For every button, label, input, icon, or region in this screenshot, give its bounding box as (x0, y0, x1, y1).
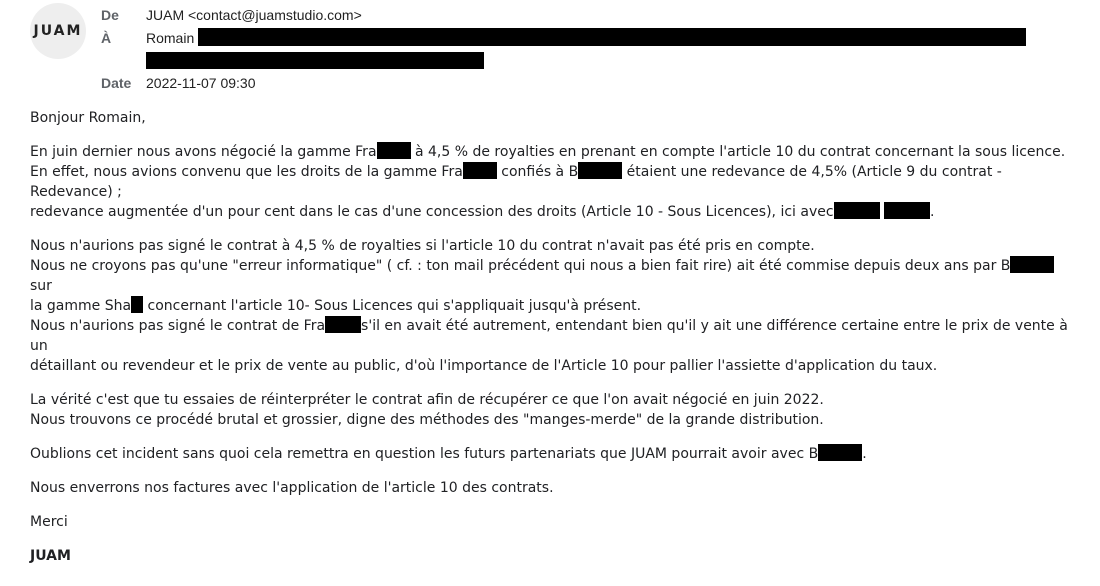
redaction (834, 202, 880, 219)
redaction (131, 296, 143, 313)
paragraph-3: La vérité c'est que tu essaies de réinterpréter le contrat afin de récupérer ce que l'on avait négocié en juin 2022. Nous trouvons ce procédé brutal et grossier, digne des méthodes des "manges-merde" de la grande distribution. (30, 392, 824, 428)
paragraph-5: Nous enverrons nos factures avec l'application de l'article 10 des contrats. (30, 480, 554, 496)
date-value: 2022-11-07 09:30 (146, 75, 256, 91)
paragraph-4: Oublions cet incident sans quoi cela remettra en question les futurs partenariats que JUAM pourrait avoir avec B . (30, 446, 867, 462)
from-value[interactable]: JUAM <contact@juamstudio.com> (146, 7, 362, 23)
email-body (30, 108, 1070, 566)
redaction (463, 162, 497, 179)
redaction (578, 162, 622, 179)
redaction-recipients-line1 (198, 28, 1026, 46)
avatar-text: JUAM (33, 23, 83, 39)
closing: Merci (30, 514, 68, 530)
redaction (377, 142, 411, 159)
sender-avatar (30, 3, 86, 59)
signature: JUAM (30, 548, 71, 564)
redaction-recipients-line2 (146, 52, 484, 69)
to-value[interactable]: Romain (146, 30, 195, 46)
redaction (325, 316, 361, 333)
redaction (884, 202, 930, 219)
redaction (1010, 256, 1054, 273)
to-label: À (101, 30, 112, 46)
paragraph-1: En juin dernier nous avons négocié la gamme Fra à 4,5 % de royalties en prenant en compte l'article 10 du contrat concernant la sous licence. En effet, nous avions convenu que les droits de la gamme Fra confiés à B étaient une redevance de 4,5% (Article 9 du contrat - Redevance) ; redevance augmentée d'un pour cent dans le cas d'une concession des droits (Article 10 - Sous Licences), ici avec . (30, 144, 1066, 220)
redaction (818, 444, 862, 461)
from-label: De (101, 7, 119, 23)
paragraph-2: Nous n'aurions pas signé le contrat à 4,5 % de royalties si l'article 10 du contrat n'avait pas été pris en compte. Nous ne croyons pas qu'une "erreur informatique" ( cf. : ton mail précédent qui nous a bien fait rire) ait été commise depuis deux ans par B sur la gamme Sha concernant l'article 10- Sous Licences qui s'appliquait jusqu'à présent. Nous n'aurions pas signé le contrat de Fra s'il en avait été autrement, entendant bien qu'il y ait une différence certaine entre le prix de vente à un détaillant ou revendeur et le prix de vente au public, d'où l'importance de l'Article 10 pour pallier l'assiette d'application du taux. (30, 238, 1068, 374)
greeting: Bonjour Romain, (30, 110, 146, 126)
date-label: Date (101, 75, 132, 91)
